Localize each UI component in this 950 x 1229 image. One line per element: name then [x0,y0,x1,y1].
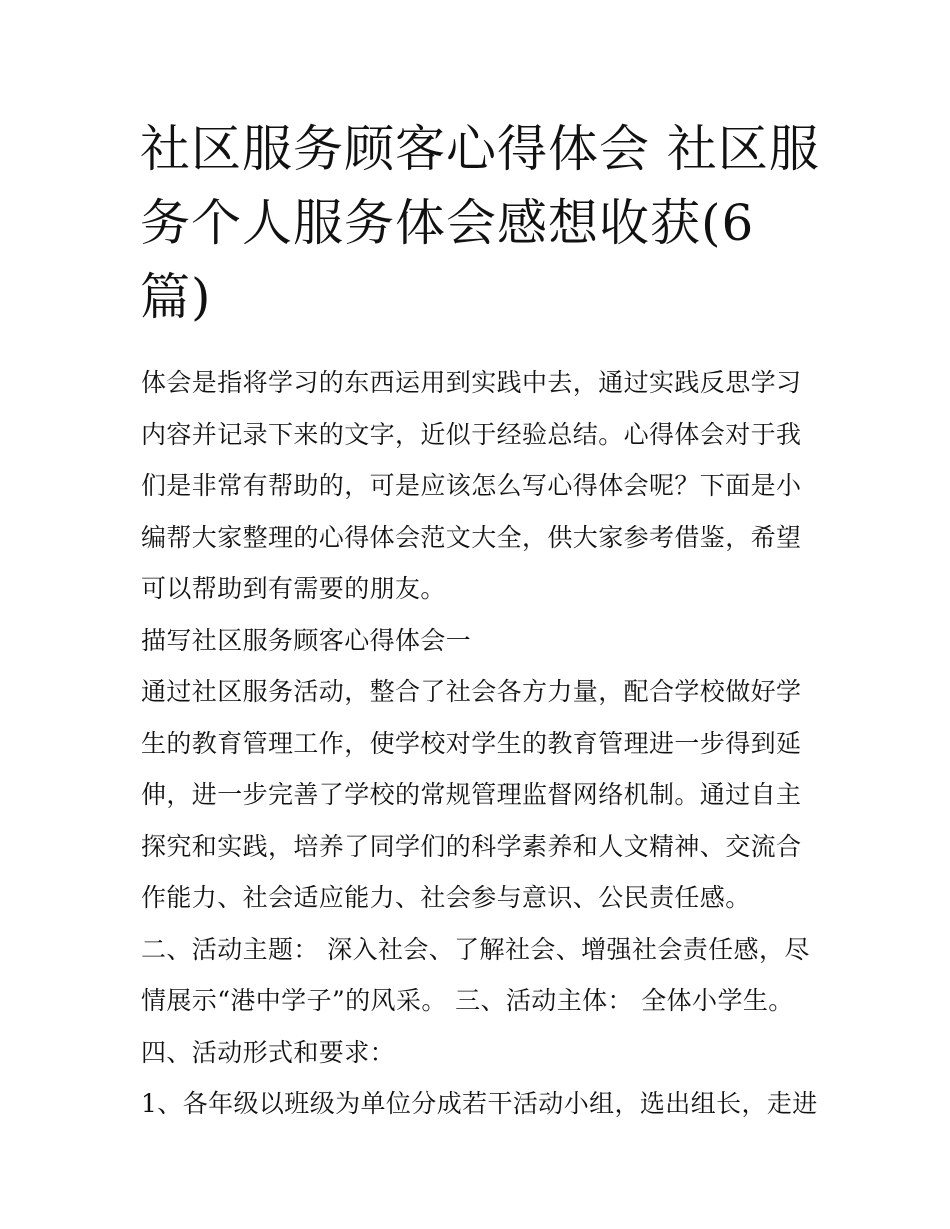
activity-theme-paragraph: 二、活动主题： 深入社会、了解社会、增强社会责任感，尽情展示“港中学子”的风采。 三、活动主体： 全体小学生。 [141,934,810,1015]
section-heading: 描写社区服务顾客心得体会一 [141,625,472,655]
activity-item-paragraph: 1、各年级以班级为单位分成若干活动小组，选出组长，走进 [141,1089,818,1118]
document-title: 社区服务顾客心得体会 社区服务个人服务体会感想收获(6篇) [140,120,820,326]
intro-paragraph: 体会是指将学习的东西运用到实践中去，通过实践反思学习内容并记录下来的文字，近似于经验总结。心得体会对于我们是非常有帮助的，可是应该怎么写心得体会呢？下面是小编帮大家整理的心得体会范文大全，供大家参考借鉴，希望可以帮助到有需要的朋友。 [141,368,802,603]
activity-form-heading: 四、活动形式和要求： [141,1037,396,1067]
body-paragraph: 通过社区服务活动，整合了社会各方力量，配合学校做好学生的教育管理工作，使学校对学生的教育管理进一步得到延伸，进一步完善了学校的常规管理监督网络机制。通过自主探究和实践，培养了同学们的科学素养和人文精神、交流合作能力、社会适应能力、社会参与意识、公民责任感。 [141,677,802,912]
document-body [141,357,821,1130]
